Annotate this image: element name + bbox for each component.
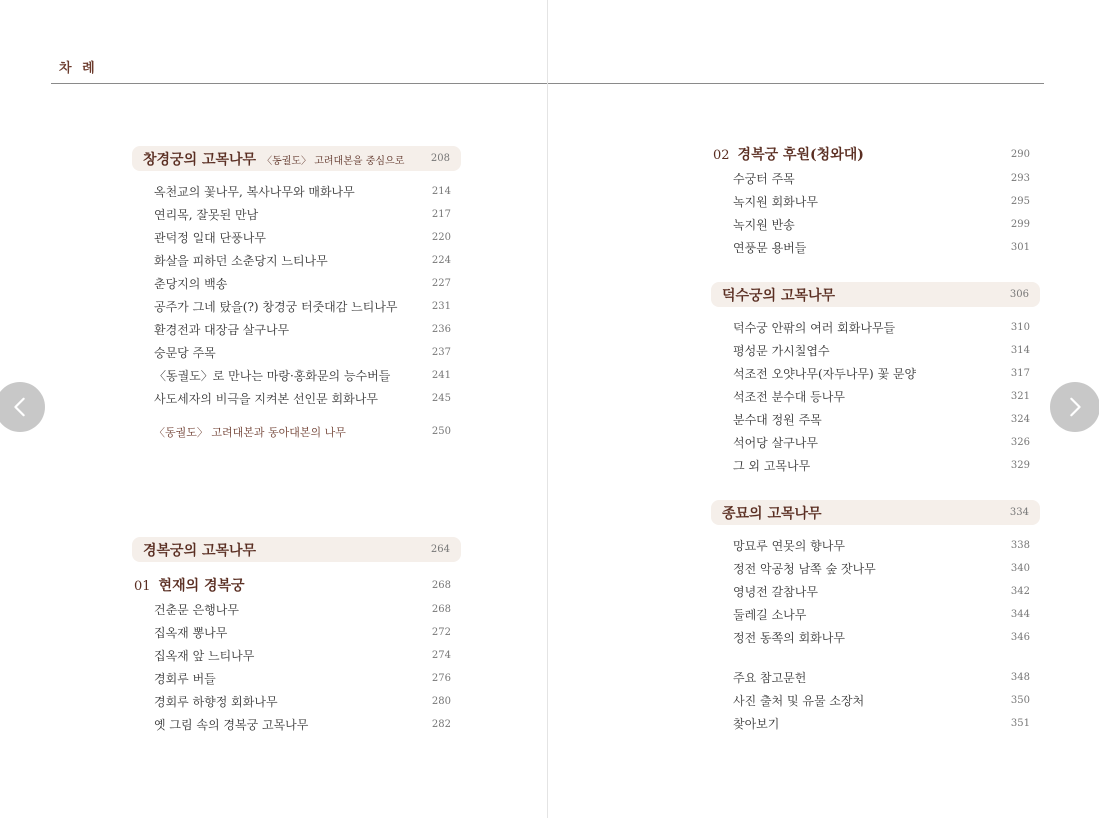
- next-page-button[interactable]: [1050, 382, 1099, 432]
- page-number: 272: [431, 627, 451, 638]
- page-number: 295: [1010, 196, 1030, 207]
- entry-list-changgyeonggung: [154, 180, 451, 410]
- page-number: 299: [1010, 219, 1030, 230]
- page-number: 268: [431, 604, 451, 615]
- entry-title: 춘당지의 백송: [154, 277, 228, 291]
- header-rule: [548, 83, 1044, 84]
- toc-entry[interactable]: [154, 598, 451, 621]
- toc-entry[interactable]: [154, 690, 451, 713]
- entry-title: 경회루 하향정 회화나무: [154, 695, 278, 709]
- toc-entry[interactable]: [733, 236, 1030, 259]
- entry-title: 사진 출처 및 유물 소장처: [733, 694, 865, 708]
- page-number: 245: [431, 393, 451, 404]
- toc-entry[interactable]: [733, 712, 1030, 735]
- page-number: 280: [431, 696, 451, 707]
- entry-title: 건춘문 은행나무: [154, 603, 239, 617]
- page-number: 290: [1010, 148, 1030, 160]
- toc-entry[interactable]: [733, 626, 1030, 649]
- toc-entry[interactable]: [733, 316, 1030, 339]
- section-changgyeonggung[interactable]: [132, 146, 461, 171]
- toc-entry[interactable]: [154, 713, 451, 736]
- toc-entry[interactable]: [154, 272, 451, 295]
- toc-entry[interactable]: [733, 580, 1030, 603]
- toc-entry[interactable]: [733, 213, 1030, 236]
- page-number: 338: [1010, 540, 1030, 551]
- toc-entry[interactable]: [733, 167, 1030, 190]
- page-number: 324: [1010, 414, 1030, 425]
- section-title: 경복궁의 고목나무: [143, 542, 257, 559]
- entry-list-rear-garden: [733, 167, 1030, 259]
- page-number: 326: [1010, 437, 1030, 448]
- page-number: 241: [431, 370, 451, 381]
- entry-title: 사도세자의 비극을 지켜본 선인문 회화나무: [154, 392, 378, 406]
- toc-entry[interactable]: [733, 666, 1030, 689]
- chevron-right-icon: [1064, 396, 1086, 418]
- section-deoksugung[interactable]: [711, 282, 1040, 307]
- toc-entry[interactable]: [733, 431, 1030, 454]
- page-number: 350: [1010, 695, 1030, 706]
- toc-heading: 차 례: [59, 61, 98, 76]
- toc-entry[interactable]: [154, 180, 451, 203]
- entry-title: 옥천교의 꽃나무, 복사나무와 매화나무: [154, 185, 355, 199]
- entry-title: 둘레길 소나무: [733, 608, 807, 622]
- page-number: 227: [431, 278, 451, 289]
- page-number: 342: [1010, 586, 1030, 597]
- left-page: [0, 0, 548, 818]
- toc-entry[interactable]: 〈동궐도〉 고려대본과 동아대본의 나무 250: [154, 425, 451, 439]
- page-number: 321: [1010, 391, 1030, 402]
- page-number: 314: [1010, 345, 1030, 356]
- entry-title: 녹지원 회화나무: [733, 195, 818, 209]
- toc-entry[interactable]: [733, 689, 1030, 712]
- entry-title: 정전 악공청 남쪽 숲 잣나무: [733, 562, 876, 576]
- page-number: 348: [1010, 672, 1030, 683]
- page-number: 214: [431, 186, 451, 197]
- section-title: 창경궁의 고목나무 〈동궐도〉 고려대본을 중심으로: [143, 151, 405, 168]
- header-rule: [51, 83, 547, 84]
- entry-title: 분수대 정원 주목: [733, 413, 822, 427]
- page-number: 306: [1009, 289, 1029, 300]
- section-gyeongbokgung[interactable]: [132, 537, 461, 562]
- toc-entry[interactable]: [154, 341, 451, 364]
- toc-entry[interactable]: [154, 203, 451, 226]
- right-page: [548, 0, 1099, 818]
- entry-title: 녹지원 반송: [733, 218, 795, 232]
- page-number: 317: [1010, 368, 1030, 379]
- page-number: 346: [1010, 632, 1030, 643]
- page-number: 344: [1010, 609, 1030, 620]
- toc-entry[interactable]: [733, 385, 1030, 408]
- page-number: 220: [431, 232, 451, 243]
- entry-list-jongmyo: [733, 534, 1030, 649]
- page-number: 293: [1010, 173, 1030, 184]
- page-number: 208: [430, 153, 450, 164]
- page-number: 301: [1010, 242, 1030, 253]
- entry-list-backmatter: [733, 666, 1030, 735]
- toc-entry[interactable]: [733, 408, 1030, 431]
- toc-entry[interactable]: [733, 603, 1030, 626]
- entry-title: 평성문 가시칠엽수: [733, 344, 830, 358]
- entry-title: 경회루 버들: [154, 672, 216, 686]
- toc-entry[interactable]: [154, 295, 451, 318]
- entry-title: 환경전과 대장금 살구나무: [154, 323, 290, 337]
- toc-entry[interactable]: [154, 387, 451, 410]
- entry-title: 연리목, 잘못된 만남: [154, 208, 259, 222]
- entry-title: 집옥재 앞 느티나무: [154, 649, 255, 663]
- entry-list-extra: [154, 420, 451, 443]
- page-number: 310: [1010, 322, 1030, 333]
- page-number: 274: [431, 650, 451, 661]
- entry-title: 석조전 오얏나무(자두나무) 꽃 문양: [733, 367, 917, 381]
- toc-entry[interactable]: [154, 644, 451, 667]
- entry-title: 관덕정 일대 단풍나무: [154, 231, 266, 245]
- entry-title: 그 외 고목나무: [733, 459, 811, 473]
- page-number: 329: [1010, 460, 1030, 471]
- page-number: 224: [431, 255, 451, 266]
- page-number: 282: [431, 719, 451, 730]
- section-title: 덕수궁의 고목나무: [722, 287, 836, 304]
- toc-entry[interactable]: [733, 190, 1030, 213]
- section-title: 종묘의 고목나무: [722, 505, 822, 522]
- toc-entry[interactable]: [733, 454, 1030, 477]
- page-number: 231: [431, 301, 451, 312]
- entry-title: 숭문당 주목: [154, 346, 216, 360]
- entry-title: 찾아보기: [733, 717, 780, 731]
- toc-entry[interactable]: [733, 339, 1030, 362]
- chapter-current-gyeongbokgung[interactable]: 01 현재의 경복궁 268: [134, 578, 451, 594]
- toc-entry[interactable]: [733, 534, 1030, 557]
- page-number: 334: [1009, 507, 1029, 518]
- toc-entry[interactable]: [154, 667, 451, 690]
- entry-title: 석조전 분수대 등나무: [733, 390, 845, 404]
- page-number: 351: [1010, 718, 1030, 729]
- entry-title: 공주가 그네 탔을(?) 창경궁 터줏대감 느티나무: [154, 300, 398, 314]
- page-number: 340: [1010, 563, 1030, 574]
- entry-title: 연풍문 용버들: [733, 241, 807, 255]
- toc-entry[interactable]: [733, 362, 1030, 385]
- entry-title: 영녕전 갈참나무: [733, 585, 818, 599]
- page-number: 217: [431, 209, 451, 220]
- page-number: 276: [431, 673, 451, 684]
- page-number: 268: [431, 579, 451, 591]
- toc-entry[interactable]: [154, 364, 451, 387]
- entry-title: 정전 동쪽의 회화나무: [733, 631, 845, 645]
- entry-title: 옛 그림 속의 경복궁 고목나무: [154, 718, 309, 732]
- entry-list-deoksugung: [733, 316, 1030, 477]
- page-number: 264: [430, 544, 450, 555]
- page-number: 237: [431, 347, 451, 358]
- chevron-left-icon: [9, 396, 31, 418]
- entry-title: 수궁터 주목: [733, 172, 795, 186]
- entry-title: 주요 참고문헌: [733, 671, 807, 685]
- entry-title: 석어당 살구나무: [733, 436, 818, 450]
- toc-entry[interactable]: [154, 249, 451, 272]
- toc-entry[interactable]: [154, 226, 451, 249]
- toc-entry[interactable]: [154, 318, 451, 341]
- entry-title: 〈동궐도〉로 만나는 마랑·홍화문의 능수버들: [154, 369, 391, 383]
- section-jongmyo[interactable]: [711, 500, 1040, 525]
- entry-title: 집옥재 뽕나무: [154, 626, 228, 640]
- entry-title: 덕수궁 안팎의 여러 회화나무들: [733, 321, 896, 335]
- entry-title: 망묘루 연못의 향나무: [733, 539, 845, 553]
- chapter-gyeongbokgung-rear-garden[interactable]: 02 경복궁 후원(청와대) 290: [713, 147, 1030, 163]
- entry-list-gyeongbokgung: [154, 598, 451, 736]
- toc-entry[interactable]: [154, 621, 451, 644]
- entry-title: 화살을 피하던 소춘당지 느티나무: [154, 254, 328, 268]
- page-number: 236: [431, 324, 451, 335]
- toc-entry[interactable]: [733, 557, 1030, 580]
